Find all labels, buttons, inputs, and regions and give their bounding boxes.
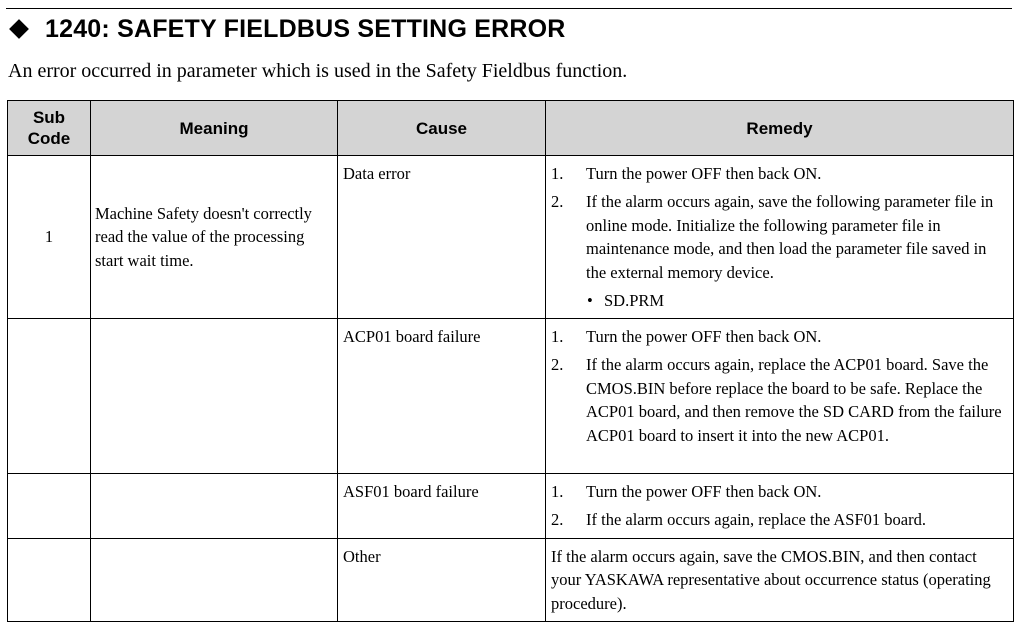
remedy-text: If the alarm occurs again, save the CMOS.BIN, and then contact your YASKAWA representative about occurrence status (operating procedure). <box>551 546 991 613</box>
cause-cell: Data error <box>338 156 546 319</box>
sub-code-cell <box>8 474 91 539</box>
step-number: 2. <box>551 510 564 529</box>
header-remedy: Remedy <box>546 101 1014 156</box>
section-title: 1240: SAFETY FIELDBUS SETTING ERROR <box>45 14 566 43</box>
meaning-cell <box>91 319 338 474</box>
remedy-cell <box>546 156 1014 319</box>
table-header-row <box>8 101 1014 156</box>
diamond-bullet-icon <box>9 19 29 39</box>
remedy-step <box>551 190 1007 284</box>
meaning-cell <box>91 474 338 539</box>
section-heading <box>6 14 566 44</box>
bullet-symbol: • <box>587 290 593 310</box>
step-text: Turn the power OFF then back ON. <box>586 164 822 183</box>
meaning-cell <box>91 538 338 622</box>
step-number: 1. <box>551 164 564 183</box>
remedy-step <box>551 508 1007 532</box>
sub-code-cell <box>8 319 91 474</box>
remedy-cell <box>546 474 1014 539</box>
header-rule <box>6 8 1012 9</box>
table-row <box>8 474 1014 539</box>
step-number: 2. <box>551 192 564 211</box>
header-sub-code <box>8 101 91 156</box>
step-text: If the alarm occurs again, replace the ACP01 board. Save the CMOS.BIN before replace the board to be safe. Replace the ACP01 board, and then remove the SD CARD from the failure ACP01 board to insert it into the new ACP01. <box>586 355 1002 445</box>
cause-cell: Other <box>338 538 546 622</box>
step-number: 2. <box>551 355 564 374</box>
error-table <box>7 100 1014 622</box>
step-text: Turn the power OFF then back ON. <box>586 327 822 346</box>
remedy-step <box>551 162 1007 186</box>
header-sub-code-line1: Sub <box>32 108 66 127</box>
file-bullet <box>587 289 1007 313</box>
cause-cell: ACP01 board failure <box>338 319 546 474</box>
step-text: Turn the power OFF then back ON. <box>586 482 822 501</box>
remedy-step <box>551 353 1007 447</box>
cause-cell: ASF01 board failure <box>338 474 546 539</box>
sub-code-cell: 1 <box>8 156 91 319</box>
table-row <box>8 156 1014 319</box>
meaning-cell: Machine Safety doesn't correctly read the value of the processing start wait time. <box>91 156 338 319</box>
remedy-step <box>551 325 1007 349</box>
step-number: 1. <box>551 482 564 501</box>
remedy-cell <box>546 538 1014 622</box>
step-text: If the alarm occurs again, save the following parameter file in online mode. Initialize the following parameter file in maintenance mode, and then load the parameter file saved in the external memory device. <box>586 192 994 282</box>
step-text: If the alarm occurs again, replace the ASF01 board. <box>586 510 926 529</box>
sub-code-cell <box>8 538 91 622</box>
header-cause: Cause <box>338 101 546 156</box>
remedy-step <box>551 480 1007 504</box>
table-row <box>8 319 1014 474</box>
table-row <box>8 538 1014 622</box>
bullet-text: SD.PRM <box>604 290 665 310</box>
remedy-cell <box>546 319 1014 474</box>
step-number: 1. <box>551 327 564 346</box>
header-sub-code-line2: Code <box>27 129 71 148</box>
header-meaning: Meaning <box>91 101 338 156</box>
intro-text: An error occurred in parameter which is used in the Safety Fieldbus function. <box>8 60 628 82</box>
